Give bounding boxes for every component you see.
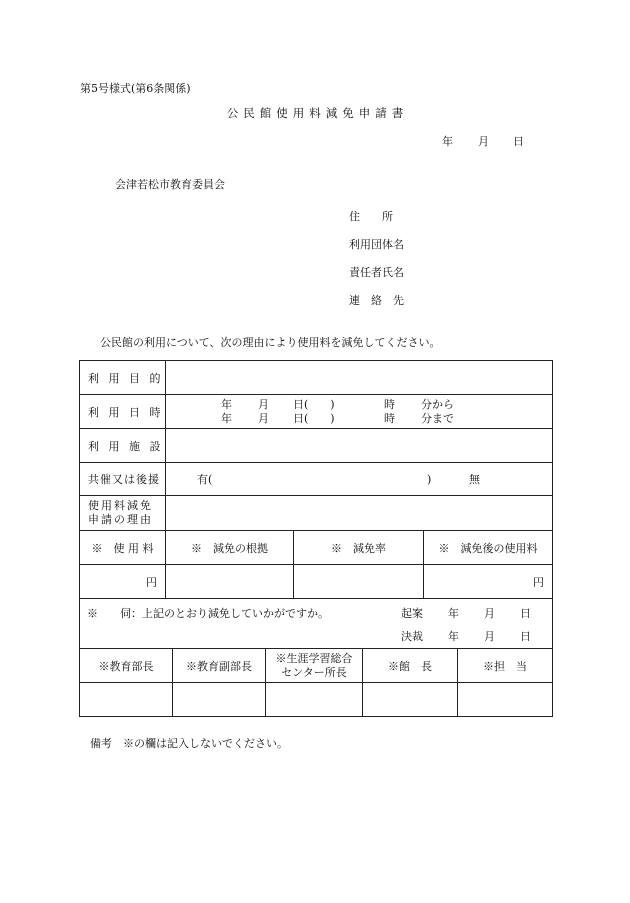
basis-value[interactable]: [166, 565, 294, 599]
dt1-day: 日( ): [293, 397, 335, 411]
sponsor-label: 共催又は後援: [80, 463, 166, 496]
contact-label: 連 絡 先: [349, 294, 404, 307]
datetime-input[interactable]: [166, 395, 553, 429]
rate-value[interactable]: [294, 565, 424, 599]
dt2-day: 日( ): [293, 411, 335, 425]
basis-header: ※ 減免の根拠: [166, 531, 294, 565]
fee-header-row: [80, 531, 553, 565]
decision-year: 年: [448, 630, 459, 643]
draft-label: 起案: [401, 607, 423, 620]
form-number: 第5号様式(第6条関係): [80, 82, 191, 95]
date-day-label: 日: [513, 135, 524, 148]
purpose-input[interactable]: [166, 361, 553, 395]
datetime-label: 利 用 日 時: [80, 395, 166, 429]
address-label: 住 所: [349, 210, 393, 223]
fee-value[interactable]: 円: [80, 565, 166, 599]
purpose-label: 利 用 目 的: [80, 361, 166, 395]
after-fee-header: ※ 減免後の使用料: [424, 531, 553, 565]
application-table: [79, 360, 553, 649]
page-title: 公民館使用料減免申請書: [226, 106, 409, 120]
after-fee-value[interactable]: 円: [424, 565, 553, 599]
stamp-center-line1: ※生涯学習総合: [275, 651, 353, 665]
stamp-head-box[interactable]: [80, 683, 173, 717]
addressee: 会津若松市教育委員会: [115, 178, 225, 191]
dt1-month: 月: [258, 397, 269, 411]
dt2-month: 月: [258, 411, 269, 425]
date-month-label: 月: [478, 135, 489, 148]
reason-row: [80, 496, 553, 531]
group-name-label: 利用団体名: [349, 238, 404, 251]
stamp-center-line2: センター所長: [281, 665, 347, 679]
sponsor-no: 無: [469, 473, 480, 486]
reason-label-line1: 使用料減免: [88, 499, 153, 512]
draft-month: 月: [484, 607, 495, 620]
remarks-note: 備考 ※の欄は記入しないでください。: [90, 737, 288, 750]
decision-label: 決裁: [401, 630, 423, 643]
facility-row: [80, 429, 553, 463]
stamp-header-row: [80, 649, 553, 683]
fee-value-row: [80, 565, 553, 599]
reason-label-line2: 申請の理由: [88, 513, 153, 526]
sponsor-row: [80, 463, 553, 496]
reason-label: [80, 496, 166, 531]
date-year-label: 年: [442, 135, 453, 148]
stamp-hall-label: ※館 長: [363, 649, 458, 683]
datetime-row: [80, 395, 553, 429]
stamp-box-row: [80, 683, 553, 717]
request-statement: 公民館の利用について、次の理由により使用料を減免してください。: [100, 336, 441, 349]
dt1-hour: 時: [384, 397, 395, 411]
decision-month: 月: [484, 630, 495, 643]
stamp-charge-label: ※担 当: [458, 649, 553, 683]
dt2-hour: 時: [384, 411, 395, 425]
responsible-name-label: 責任者氏名: [349, 266, 404, 279]
facility-label: 利 用 施 設: [80, 429, 166, 463]
stamp-center-box[interactable]: [266, 683, 363, 717]
stamp-table: [79, 648, 553, 717]
sponsor-close: ): [427, 473, 432, 486]
fee-header: ※ 使 用 料: [80, 531, 166, 565]
stamp-charge-box[interactable]: [458, 683, 553, 717]
dt1-year: 年: [221, 397, 232, 411]
draft-year: 年: [448, 607, 459, 620]
sponsor-yes: 有(: [197, 473, 213, 486]
dt2-year: 年: [221, 411, 232, 425]
purpose-row: [80, 361, 553, 395]
approval-inquiry: ※ 伺：上記のとおり減免していかがですか。: [87, 607, 329, 620]
stamp-hall-box[interactable]: [363, 683, 458, 717]
rate-header: ※ 減免率: [294, 531, 424, 565]
stamp-center-label: [266, 649, 363, 683]
facility-input[interactable]: [166, 429, 553, 463]
dt1-minute: 分から: [421, 397, 454, 411]
approval-cell: [80, 599, 553, 649]
reason-input[interactable]: [166, 496, 553, 531]
approval-row: [80, 599, 553, 649]
draft-day: 日: [520, 607, 531, 620]
stamp-deputy-label: ※教育副部長: [173, 649, 266, 683]
stamp-deputy-box[interactable]: [173, 683, 266, 717]
dt2-minute: 分まで: [421, 411, 454, 425]
decision-day: 日: [520, 630, 531, 643]
stamp-head-label: ※教育部長: [80, 649, 173, 683]
sponsor-input[interactable]: [166, 463, 553, 496]
